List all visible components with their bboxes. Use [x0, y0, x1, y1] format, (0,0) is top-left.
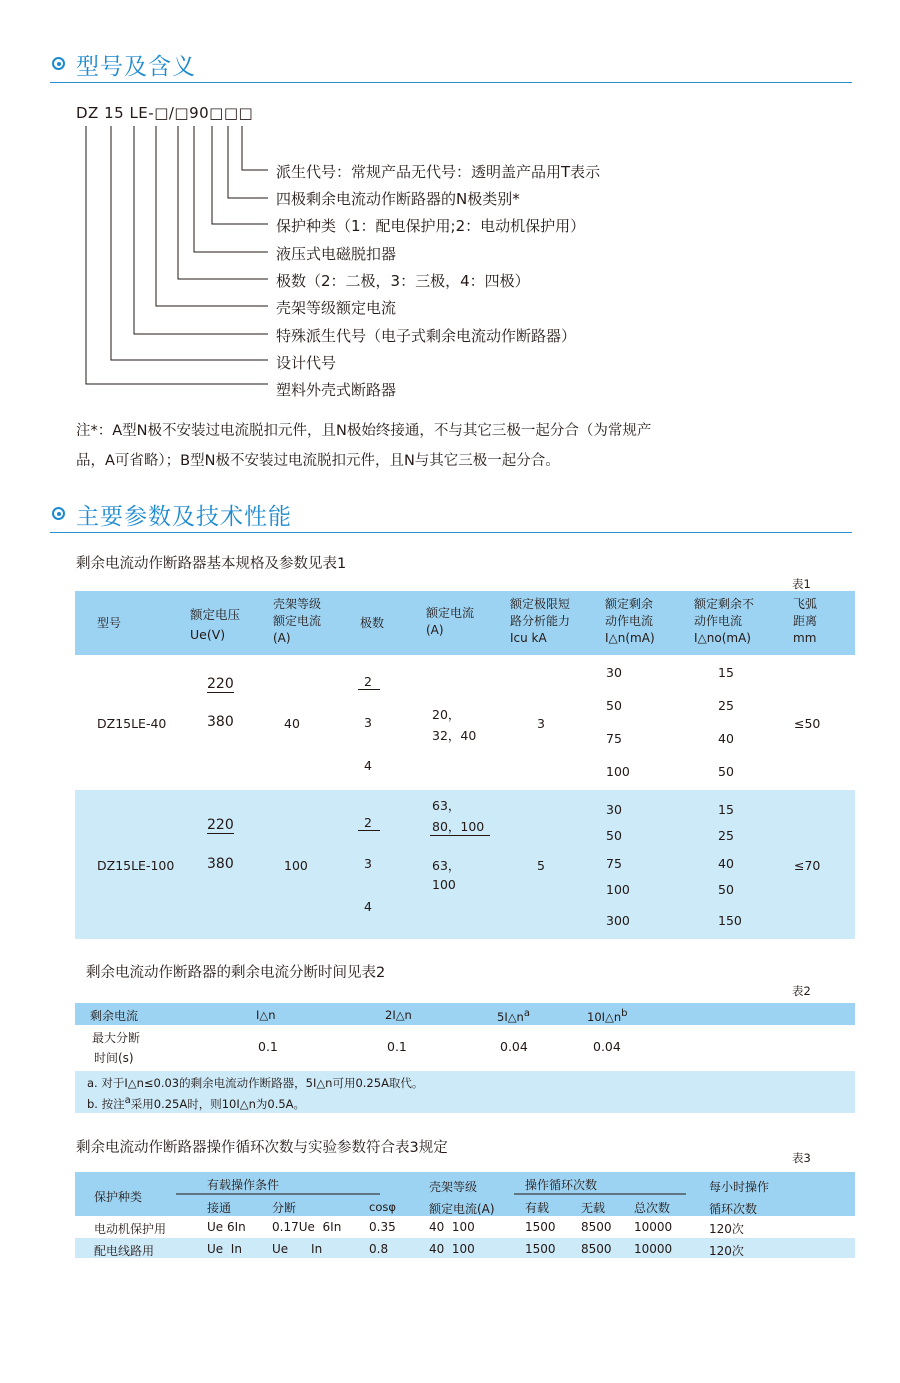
cell-arc: ≤50	[794, 716, 821, 731]
cell-loaded: 1500	[525, 1220, 556, 1234]
list-item: 特殊派生代号（电子式剩余电流动作断路器）	[276, 327, 577, 345]
cell-residual: 75	[606, 731, 622, 746]
cell-nonop: 40	[718, 731, 734, 746]
cell-residual: 300	[606, 913, 630, 928]
cell-model: DZ15LE-40	[97, 716, 167, 731]
list-item: 保护种类（1：配电保护用;2：电动机保护用）	[276, 217, 586, 235]
table3-caption: 剩余电流动作断路器操作循环次数与实验参数符合表3规定	[76, 1140, 448, 1156]
table2-header	[75, 1003, 855, 1025]
cell-total: 10000	[634, 1242, 673, 1256]
cell-cos: 0.35	[369, 1220, 396, 1234]
cell-residual: 50	[606, 828, 622, 843]
table3-header-cell: 无载	[581, 1201, 606, 1215]
cell-residual: 100	[606, 764, 630, 779]
table1-header-frame: 壳架等级 额定电流 (A)	[273, 597, 322, 645]
model-code: DZ 15 LE-□/□90□□□	[76, 104, 254, 122]
cell-type: 配电线路用	[94, 1244, 155, 1258]
cell-frame: 100	[284, 858, 308, 873]
table1-header-residual: 额定剩余 动作电流 I△n(mA)	[605, 597, 655, 645]
cell-perhour: 120次	[709, 1244, 744, 1258]
table2-label: 表2	[792, 984, 811, 998]
table2-header-cell: $5I\triangle n^a$	[497, 1008, 530, 1024]
cell-residual: 30	[606, 665, 622, 680]
cell-nonop: 15	[718, 665, 734, 680]
cell-cos: 0.8	[369, 1242, 389, 1256]
table3-header-cell: 总次数	[634, 1201, 671, 1215]
table3-header-cell: 有载	[525, 1201, 550, 1215]
note-line: 注*：A型N极不安装过电流脱扣元件，且N极始终接通，不与其它三极一起分合（为常规产	[76, 423, 652, 439]
cell-frame: 40 100	[429, 1220, 475, 1234]
cell-residual: 50	[606, 698, 622, 713]
cell-model: DZ15LE-100	[97, 858, 175, 873]
cell-break: Ue In	[272, 1242, 323, 1256]
table2-value: 0.1	[387, 1039, 407, 1054]
table3-header-cell: 接通	[207, 1201, 232, 1215]
cell-nonop: 150	[718, 913, 742, 928]
cell-nonop: 25	[718, 698, 734, 713]
section-title: 型号及含义	[76, 54, 196, 80]
section-title: 主要参数及技术性能	[76, 504, 292, 530]
cell-make: Ue In	[207, 1242, 242, 1256]
table2-header-cell: I△n	[256, 1008, 276, 1022]
cell-nonop: 25	[718, 828, 734, 843]
list-item: 塑料外壳式断路器	[276, 381, 397, 399]
table2-caption: 剩余电流动作断路器的剩余电流分断时间见表2	[86, 965, 386, 981]
table3-header-cell: 每小时操作 循环次数	[709, 1180, 770, 1216]
bullet-circle-icon	[52, 507, 65, 520]
cell-poles: 4	[364, 758, 372, 773]
list-item: 设计代号	[276, 354, 337, 372]
model-note	[76, 416, 736, 476]
table3-header-cell: 保护种类	[94, 1190, 143, 1204]
table1-header-voltage: 额定电压 Ue(V)	[190, 607, 241, 642]
table2-note: a. 对于I△n≤0.03的剩余电流动作断路器，5I△n可用0.25A取代。	[87, 1076, 424, 1090]
table1-label: 表1	[792, 577, 811, 591]
list-item: 极数（2：二极，3：三极，4：四极）	[276, 272, 530, 290]
list-item: 四极剩余电流动作断路器的N极类别*	[276, 190, 520, 208]
table2-value: 0.04	[593, 1039, 621, 1054]
cell-current: 63，	[432, 858, 461, 873]
table2-note: b. 按注$^a$采用0.25A时，则10I△n为0.5A。	[87, 1095, 306, 1111]
cell-current: 63，	[432, 798, 461, 813]
model-code-bracket-lines	[0, 0, 900, 420]
table3-header-cell: 壳架等级 额定电流(A)	[429, 1180, 495, 1216]
table1-caption: 剩余电流动作断路器基本规格及参数见表1	[76, 556, 347, 572]
cell-residual: 100	[606, 882, 630, 897]
cell-poles: 3	[364, 715, 372, 730]
table2-header-cell: 剩余电流	[90, 1009, 139, 1023]
table2-row-label: 最大分断 时间(s)	[92, 1031, 141, 1065]
cell-break: 0.17Ue 6In	[272, 1220, 342, 1234]
cell-poles: 2	[358, 674, 380, 690]
cell-poles: 3	[364, 856, 372, 871]
table1-header-model: 型号	[97, 616, 122, 630]
cell-nonop: 40	[718, 856, 734, 871]
cell-unloaded: 8500	[581, 1242, 612, 1256]
cell-voltage: 380	[207, 856, 234, 872]
cell-frame: 40 100	[429, 1242, 475, 1256]
cell-current: 32，40	[432, 728, 477, 743]
cell-breaking: 3	[537, 716, 545, 731]
table3-label: 表3	[792, 1151, 811, 1165]
table3-header-cell: 操作循环次数	[525, 1178, 598, 1192]
cell-breaking: 5	[537, 858, 545, 873]
cell-current: 20，	[432, 707, 461, 722]
cell-voltage: 380	[207, 714, 234, 730]
cell-nonop: 50	[718, 764, 734, 779]
cell-voltage: 220	[207, 676, 234, 692]
cell-type: 电动机保护用	[94, 1222, 167, 1236]
cell-current: 80，100	[430, 817, 490, 836]
list-item: 派生代号：常规产品无代号：透明盖产品用T表示	[276, 163, 601, 181]
cell-perhour: 120次	[709, 1222, 744, 1236]
note-line: 品，A可省略）；B型N极不安装过电流脱扣元件，且N与其它三极一起分合。	[76, 453, 560, 469]
cell-total: 10000	[634, 1220, 673, 1234]
table3-header-cell: 有载操作条件	[207, 1178, 280, 1192]
table1-header-current: 额定电流 (A)	[426, 606, 475, 637]
cell-arc: ≤70	[794, 858, 821, 873]
table2-header-cell: 2I△n	[385, 1008, 412, 1022]
cell-make: Ue 6In	[207, 1220, 246, 1234]
list-item: 壳架等级额定电流	[276, 299, 397, 317]
table3-header-cell: cosφ	[369, 1200, 396, 1214]
list-item: 液压式电磁脱扣器	[276, 245, 397, 263]
cell-loaded: 1500	[525, 1242, 556, 1256]
table1-header-arc: 飞弧 距离 mm	[793, 597, 818, 645]
cell-nonop: 15	[718, 802, 734, 817]
cell-current: 100	[432, 877, 456, 892]
section-header-params	[50, 498, 852, 533]
table1-header-breaking: 额定极限短 路分析能力 Icu kA	[510, 597, 571, 645]
table1-header-nonop: 额定剩余不 动作电流 I△no(mA)	[694, 597, 755, 645]
cell-residual: 30	[606, 802, 622, 817]
cell-nonop: 50	[718, 882, 734, 897]
cell-poles: 2	[358, 815, 380, 831]
table2-header-cell: $10I\triangle n^b$	[587, 1008, 628, 1024]
cell-residual: 75	[606, 856, 622, 871]
table2-value: 0.04	[500, 1039, 528, 1054]
cell-voltage: 220	[207, 817, 234, 833]
table3-header-cell: 分断	[272, 1201, 297, 1215]
cell-poles: 4	[364, 899, 372, 914]
table1-header-poles: 极数	[360, 616, 385, 630]
table2-value: 0.1	[258, 1039, 278, 1054]
cell-frame: 40	[284, 716, 300, 731]
cell-unloaded: 8500	[581, 1220, 612, 1234]
